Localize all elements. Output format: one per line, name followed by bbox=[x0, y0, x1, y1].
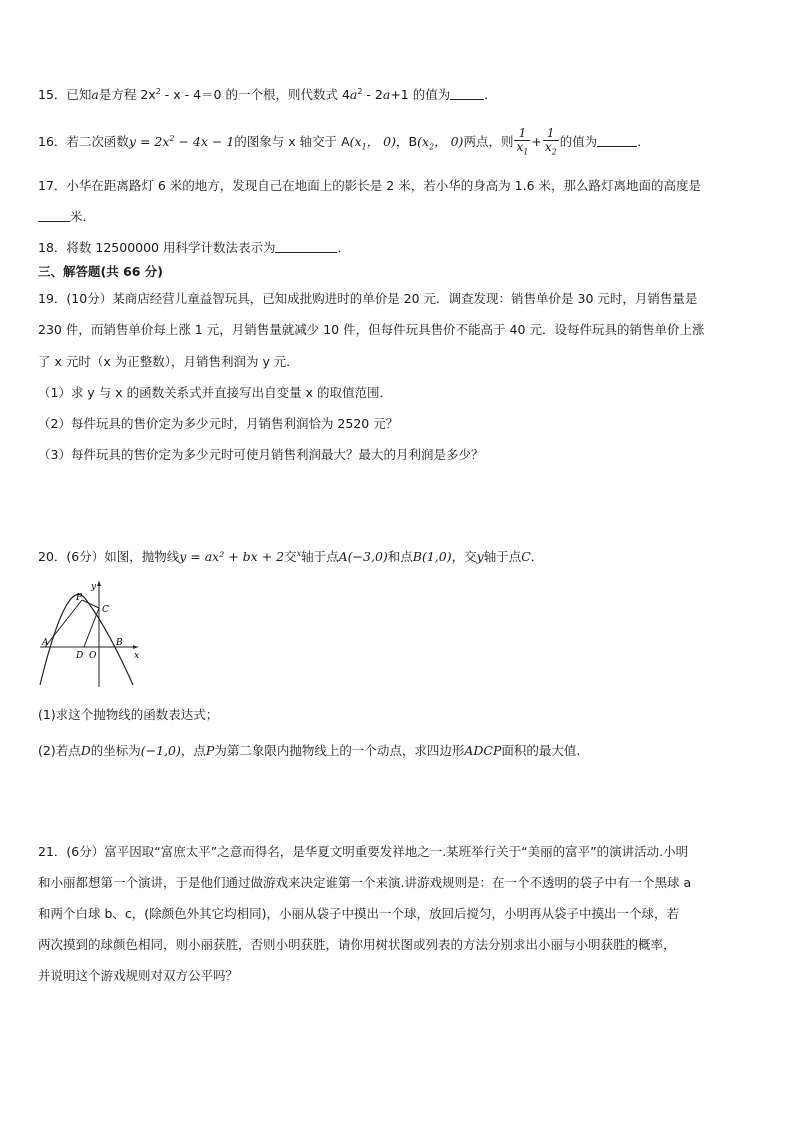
question-16: 16．若二次函数$y = 2x^2 - 4x - 1$的图象与 x 轴交于 $A(x_1$， 0)，$B(x_2$， 0)两点，则 $\frac{1}{x_1}$ + $\frac{1}{x_2}$ 的值为 ． bbox=[38, 125, 650, 157]
section-heading: 三、解答题(共 66 分) bbox=[38, 264, 164, 279]
answer-blank-18[interactable] bbox=[275, 240, 337, 253]
question-19-line3: 了 x 元时（x 为正整数），月销售利润为 y 元． bbox=[38, 354, 299, 369]
question-19-part3: （3）每件玩具的售价定为多少元时可使月销售利润最大？最大的月利润是多少？ bbox=[38, 447, 484, 462]
question-21-line4: 两次摸到的球颜色相同，则小丽获胜，否则小明获胜，请你用树状图或列表的方法分别求出小丽与小明获胜的概率， bbox=[38, 937, 676, 952]
label-A: A bbox=[42, 638, 49, 648]
segment-CD bbox=[84, 608, 99, 647]
question-21-line2: 和小丽都想第一个演讲，于是他们通过做游戏来决定谁第一个来演.讲游戏规则是：在一个不透明的袋子中有一个黑球 a bbox=[38, 875, 692, 890]
label-O: O bbox=[89, 651, 97, 661]
answer-blank-16[interactable] bbox=[597, 134, 637, 147]
question-17-line2: 米． bbox=[38, 208, 756, 226]
question-17-line1: 17．小华在距离路灯 6 米的地方，发现自己在地面上的影长是 2 米，若小华的身高为 1.6 米，那么路灯离地面的高度是 bbox=[38, 178, 702, 193]
answer-blank-17[interactable] bbox=[38, 209, 70, 222]
question-19-line2: 230 件，而销售单价每上涨 1 元，月销售量就减少 10 件，但每件玩具售价不能高于 40 元．设每件玩具的销售单价上涨 bbox=[38, 322, 705, 337]
y-axis-arrow bbox=[97, 581, 101, 586]
x-axis-arrow bbox=[133, 645, 138, 649]
label-D: D bbox=[76, 651, 84, 661]
question-15: 15．已知a是方程 $2x^2 - x - 4=0$ 的一个根，则代数式 $4a^2 - 2a+1$ 的值为 ． bbox=[38, 87, 497, 103]
label-y: y bbox=[91, 582, 97, 592]
fraction-1-over-x1: $\frac{1}{x_1}$ bbox=[516, 125, 529, 157]
answer-blank-15[interactable] bbox=[450, 87, 484, 100]
label-B: B bbox=[116, 638, 123, 648]
label-P: P bbox=[76, 593, 83, 603]
question-20-part2: (2)若点D的坐标为(−1,0)，点P为第二象限内抛物线上的一个动点，求四边形ADCP面积的最大值. bbox=[38, 743, 581, 758]
fraction-1-over-x2: $\frac{1}{x_2}$ bbox=[544, 125, 557, 157]
label-x: x bbox=[134, 651, 140, 661]
question-19-part1: （1）求 y 与 x 的函数关系式并直接写出自变量 x 的取值范围． bbox=[38, 385, 392, 400]
question-20: 20．(6分）如图，抛物线y = ax² + bx + 2交$^x$轴于点A(−3,0)和点B(1,0)，交y轴于点C． bbox=[38, 549, 544, 565]
question-19-line1: 19．(10分）某商店经营儿童益智玩具，已知成批购进时的单价是 20 元．调查发现：销售单价是 30 元时，月销售量是 bbox=[38, 291, 698, 306]
segment-AP bbox=[45, 600, 82, 647]
question-21-line3: 和两个白球 b、c，(除颜色外其它均相同)，小丽从袋子中摸出一个球，放回后搅匀，小明再从袋子中摸出一个球，若 bbox=[38, 906, 680, 921]
question-20-part1: (1)求这个抛物线的函数表达式； bbox=[38, 707, 219, 722]
parabola-figure bbox=[38, 575, 143, 690]
label-C: C bbox=[102, 605, 109, 615]
question-18: 18．将数 12500000 用科学计数法表示为 ． bbox=[38, 240, 350, 255]
question-21-line1: 21．(6分）富平因取“富庶太平”之意而得名，是华夏文明重要发祥地之一.某班举行关于“美丽的富平”的演讲活动.小明 bbox=[38, 844, 689, 859]
question-21-line5: 并说明这个游戏规则对双方公平吗？ bbox=[38, 968, 239, 983]
question-19-part2: （2）每件玩具的售价定为多少元时，月销售利润恰为 2520 元？ bbox=[38, 416, 399, 431]
